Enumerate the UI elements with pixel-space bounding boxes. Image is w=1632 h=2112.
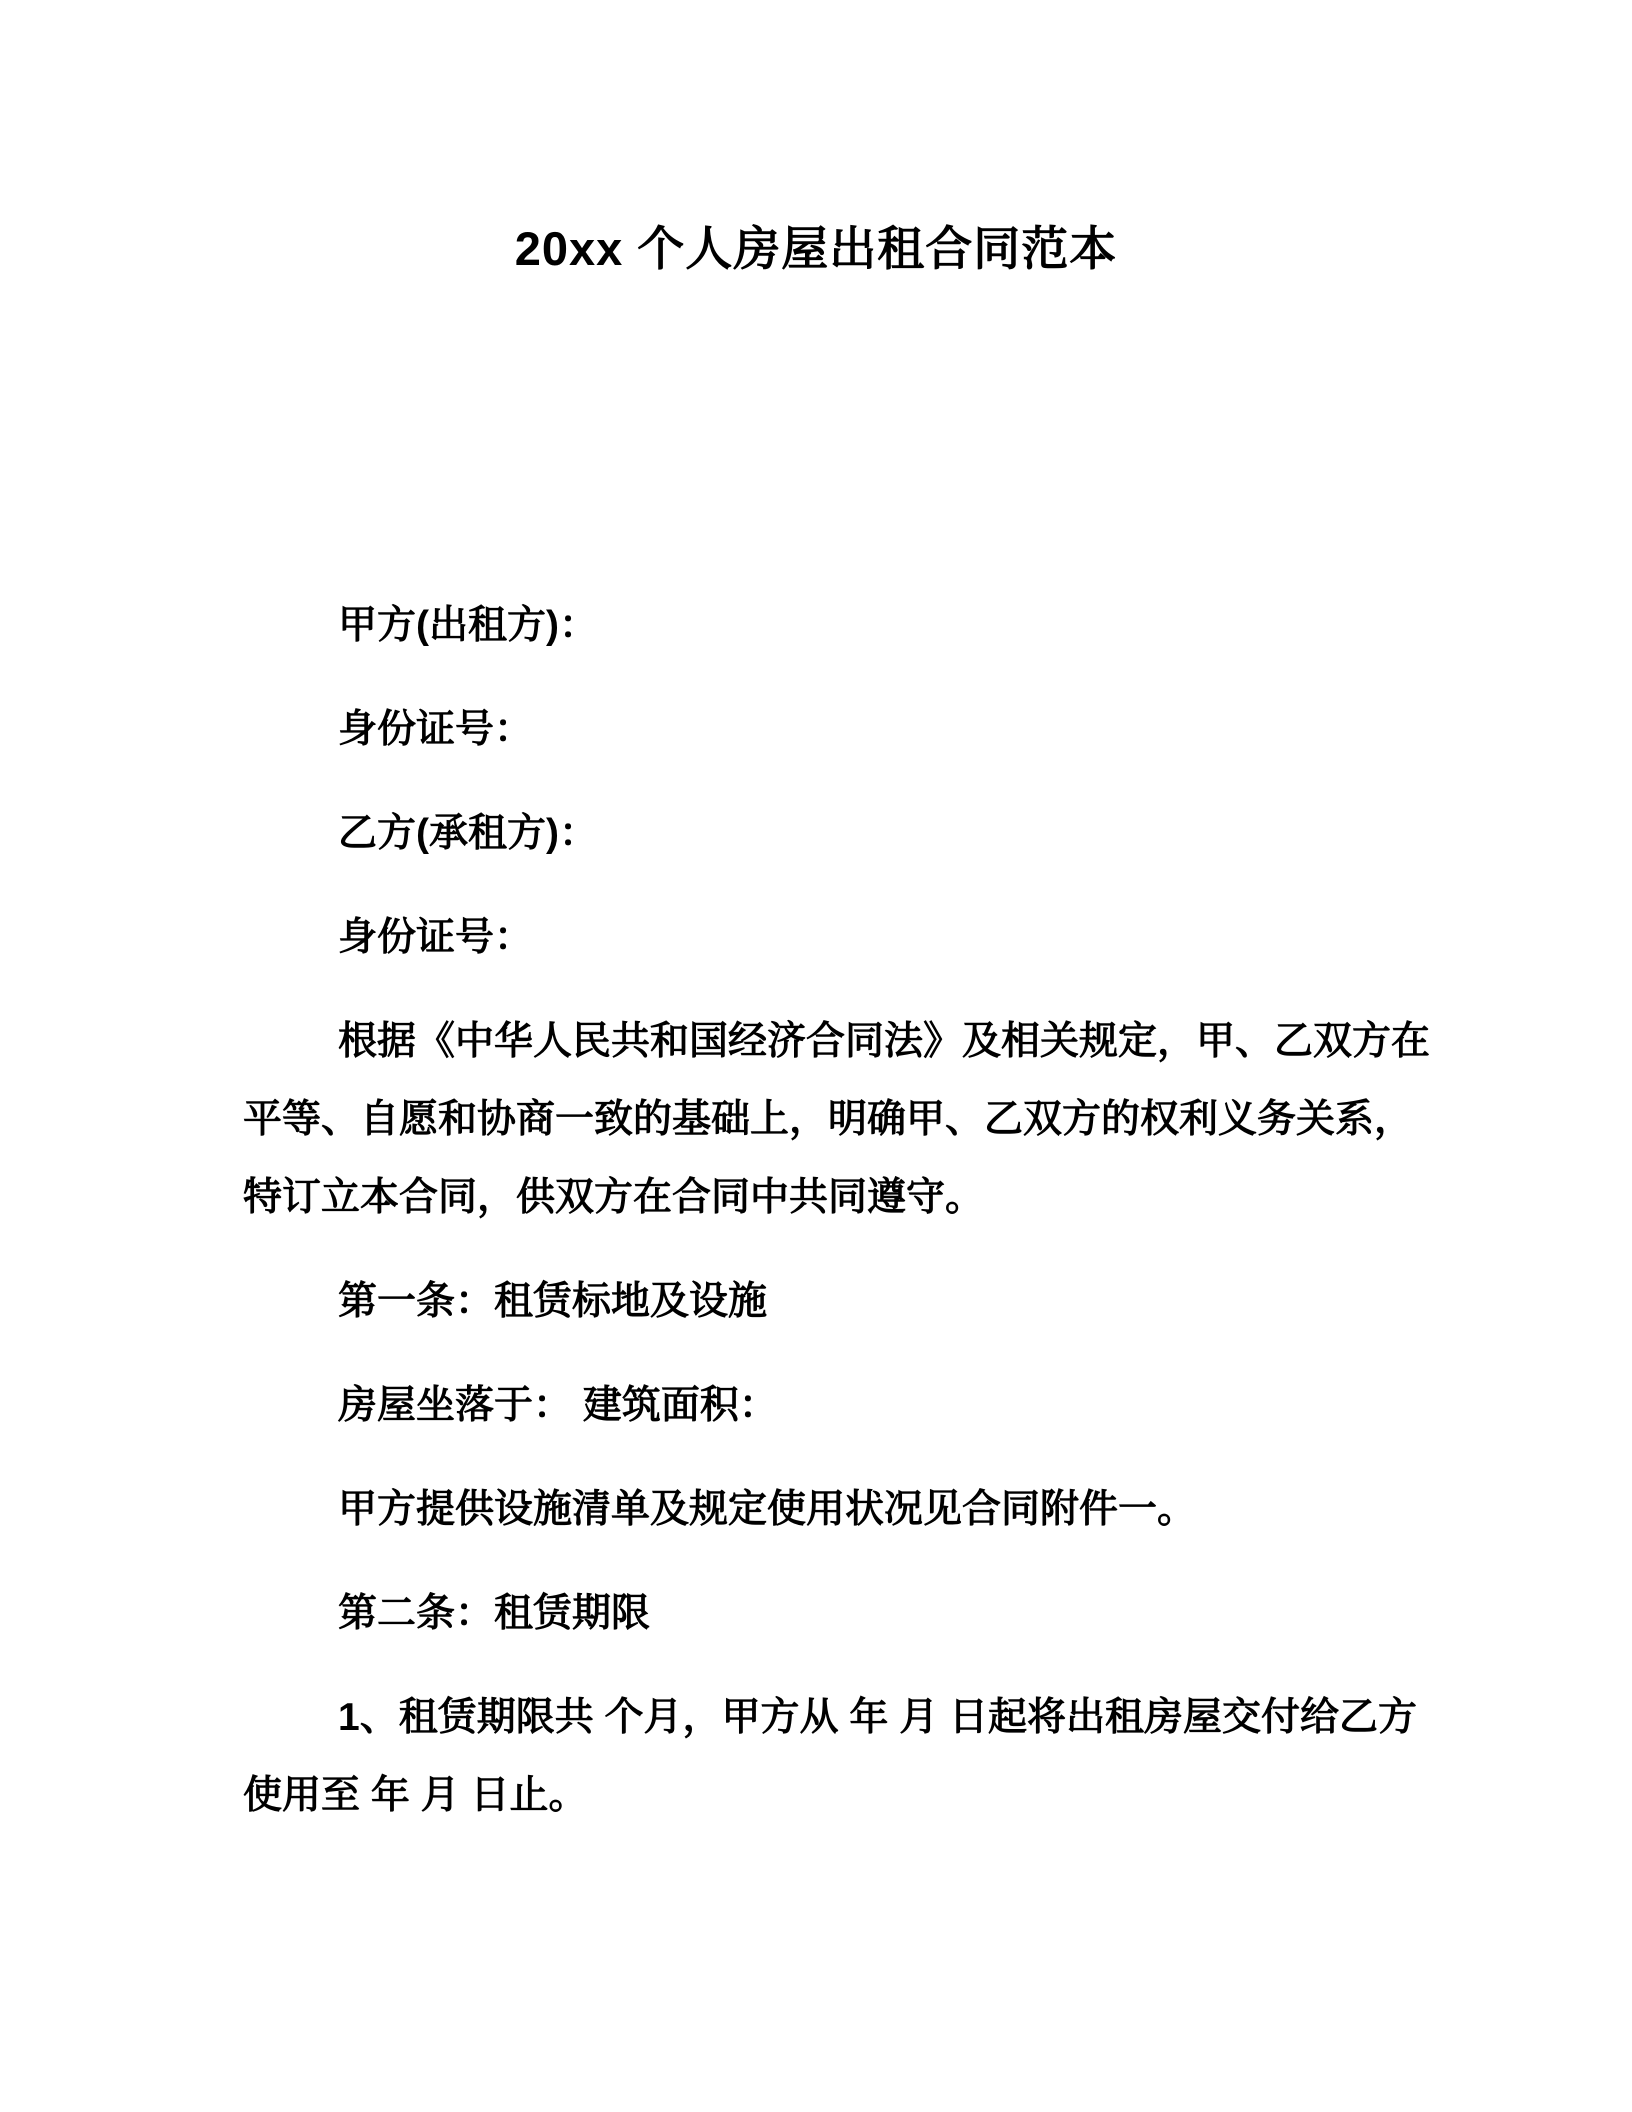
text-line: 身份证号：	[338, 708, 534, 751]
text-line: 特订立本合同，供双方在合同中共同遵守。	[243, 1176, 985, 1219]
paragraph-party-a	[243, 587, 1447, 665]
paragraph-facilities-note	[243, 1471, 1447, 1549]
contract-body	[0, 587, 1632, 1835]
paragraph-party-a-id	[243, 691, 1447, 769]
paragraph-article-1-heading	[243, 1263, 1447, 1341]
text-line: 甲方(出租方)：	[338, 604, 598, 647]
text-line: 房屋坐落于： 建筑面积：	[338, 1384, 778, 1427]
contract-title: 20xx 个人房屋出租合同范本	[514, 222, 1118, 275]
text-line: 第二条：租赁期限	[338, 1592, 651, 1635]
paragraph-lease-term	[243, 1679, 1447, 1835]
paragraph-premises-location	[243, 1367, 1447, 1445]
text-line: 根据《中华人民共和国经济合同法》及相关规定，甲、乙双方在	[338, 1020, 1431, 1063]
text-line: 乙方(承租方)：	[338, 812, 598, 855]
text-line: 使用至 年 月 日止。	[243, 1774, 588, 1817]
paragraph-article-2-heading	[243, 1575, 1447, 1653]
paragraph-preamble	[243, 1003, 1447, 1237]
text-line: 平等、自愿和协商一致的基础上，明确甲、乙双方的权利义务关系，	[243, 1098, 1414, 1141]
text-line: 身份证号：	[338, 916, 534, 959]
text-line: 1、租赁期限共 个月，甲方从 年 月 日起将出租房屋交付给乙方	[338, 1696, 1418, 1739]
text-line: 甲方提供设施清单及规定使用状况见合同附件一。	[338, 1488, 1197, 1531]
paragraph-party-b	[243, 795, 1447, 873]
paragraph-party-b-id	[243, 899, 1447, 977]
text-line: 第一条：租赁标地及设施	[338, 1280, 768, 1323]
